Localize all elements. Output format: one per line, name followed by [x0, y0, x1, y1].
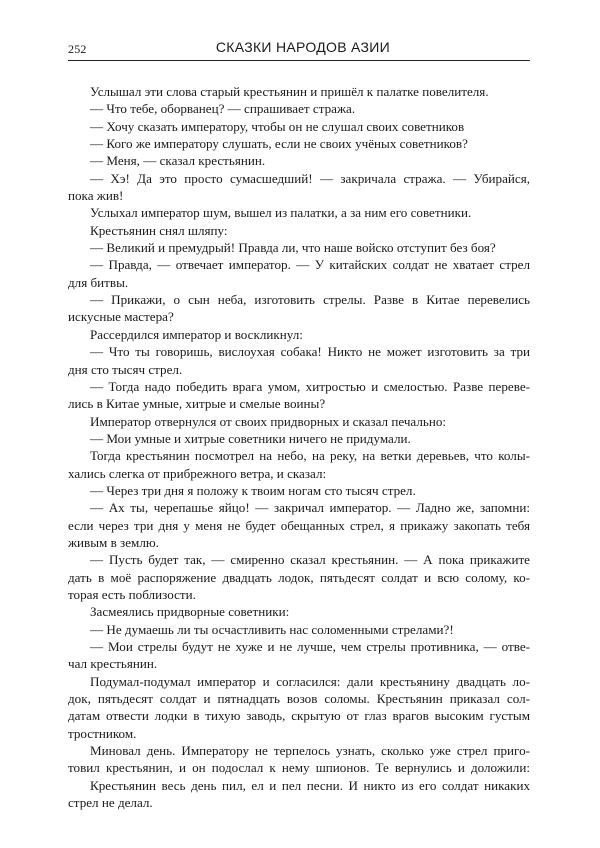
text-line: Император отвернулся от своих придворных и сказал печально: [90, 413, 447, 429]
text-line: Подумал-подумал император и согласился: дали крестьянину двадцать ло- [90, 673, 530, 689]
text-line: датам отвести лодки в тихую заводь, скрытую от глаз врагов высоким густым [68, 708, 530, 724]
story-text [68, 83, 530, 811]
text-line: Услышал эти слова старый крестьянин и пришёл к палатке повелителя. [90, 84, 489, 99]
text-line: хались слегка от прибрежного ветра, и сказал: [68, 465, 327, 481]
text-line: — Что тебе, оборванец? — спрашивает стража. [90, 101, 356, 117]
running-header [68, 38, 530, 61]
text-line: Засмеялись придворные советники: [90, 604, 290, 620]
text-line: Миновал день. Императору не терпелось узнать, сколько уже стрел приго- [90, 743, 530, 759]
text-line: Услыхал император шум, вышел из палатки, а за ним его советники. [90, 205, 472, 221]
page-number: 252 [68, 42, 87, 56]
text-line: — Что ты говоришь, вислоухая собака! Никто не может изготовить за три [90, 344, 530, 360]
text-line: Крестьянин снял шляпу: [90, 222, 228, 238]
text-line: — Хэ! Да это просто сумасшедший! — закричала стража. — Убирайся, [90, 170, 530, 186]
text-line: дня сто тысяч стрел. [68, 361, 183, 377]
text-line: стрел не делал. [68, 795, 153, 811]
text-line: — Меня, — сказал крестьянин. [90, 153, 266, 169]
text-line: Крестьянин весь день пил, ел и пел песни. И никто из его солдат никаких [90, 777, 530, 793]
text-line: живым в землю. [68, 534, 159, 550]
text-line: для битвы. [68, 274, 129, 290]
text-line: — Мои стрелы будут не хуже и не лучше, чем стрелы противника, — отве- [90, 639, 530, 654]
text-line: — Тогда надо победить врага умом, хитростью и смелостью. Разве переве- [90, 378, 530, 394]
text-line: — Ах ты, черепашье яйцо! — закричал император. — Ладно же, запомни: [90, 500, 530, 516]
text-line: — Хочу сказать императору, чтобы он не слушал своих советников [90, 118, 465, 134]
text-line: — Кого же императору слушать, если не своих учёных советников? [90, 136, 468, 152]
text-line: пока жив! [68, 188, 124, 204]
text-line: Рассердился император и воскликнул: [90, 326, 303, 342]
text-line: — Правда, — отвечает император. — У китайских солдат не хватает стрел [90, 257, 530, 273]
text-line: Тогда крестьянин посмотрел на небо, на реку, на ветки деревьев, что колы- [90, 448, 530, 464]
text-line: — Прикажи, о сын неба, изготовить стрелы. Разве в Китае перевелись [90, 292, 530, 308]
text-line: товил крестьянин, и он подослал к нему шпионов. Те вернулись и доложили: [68, 760, 530, 776]
text-line: — Пусть будет так, — смиренно сказал крестьянин. — А пока прикажите [90, 552, 530, 568]
text-line: тростником. [68, 725, 137, 741]
text-line: док, пятьдесят солдат и пятнадцать возов соломы. Крестьянин приказал сол- [68, 691, 530, 707]
text-line: дать в моё распоряжение двадцать лодок, пятьдесят солдат и всю солому, ко- [68, 569, 530, 585]
text-line: если через три дня у меня не будет обещанных стрел, я прикажу закопать тебя [68, 517, 530, 533]
text-line: чал крестьянин. [68, 656, 158, 672]
text-line: лись в Китае умные, хитрые и смелые воины? [68, 396, 326, 412]
text-line: — Не думаешь ли ты осчастливить нас соломенными стрелами?! [90, 621, 454, 637]
text-line: искусные мастера? [68, 309, 174, 325]
text-line: — Мои умные и хитрые советники ничего не придумали. [90, 430, 411, 446]
running-title: СКАЗКИ НАРОДОВ АЗИИ [215, 39, 390, 55]
text-line: — Великий и премудрый! Правда ли, что наше войско отступит без боя? [90, 240, 496, 256]
text-line: торая есть поблизости. [68, 586, 196, 602]
text-line: — Через три дня я положу к твоим ногам сто тысяч стрел. [90, 482, 416, 498]
